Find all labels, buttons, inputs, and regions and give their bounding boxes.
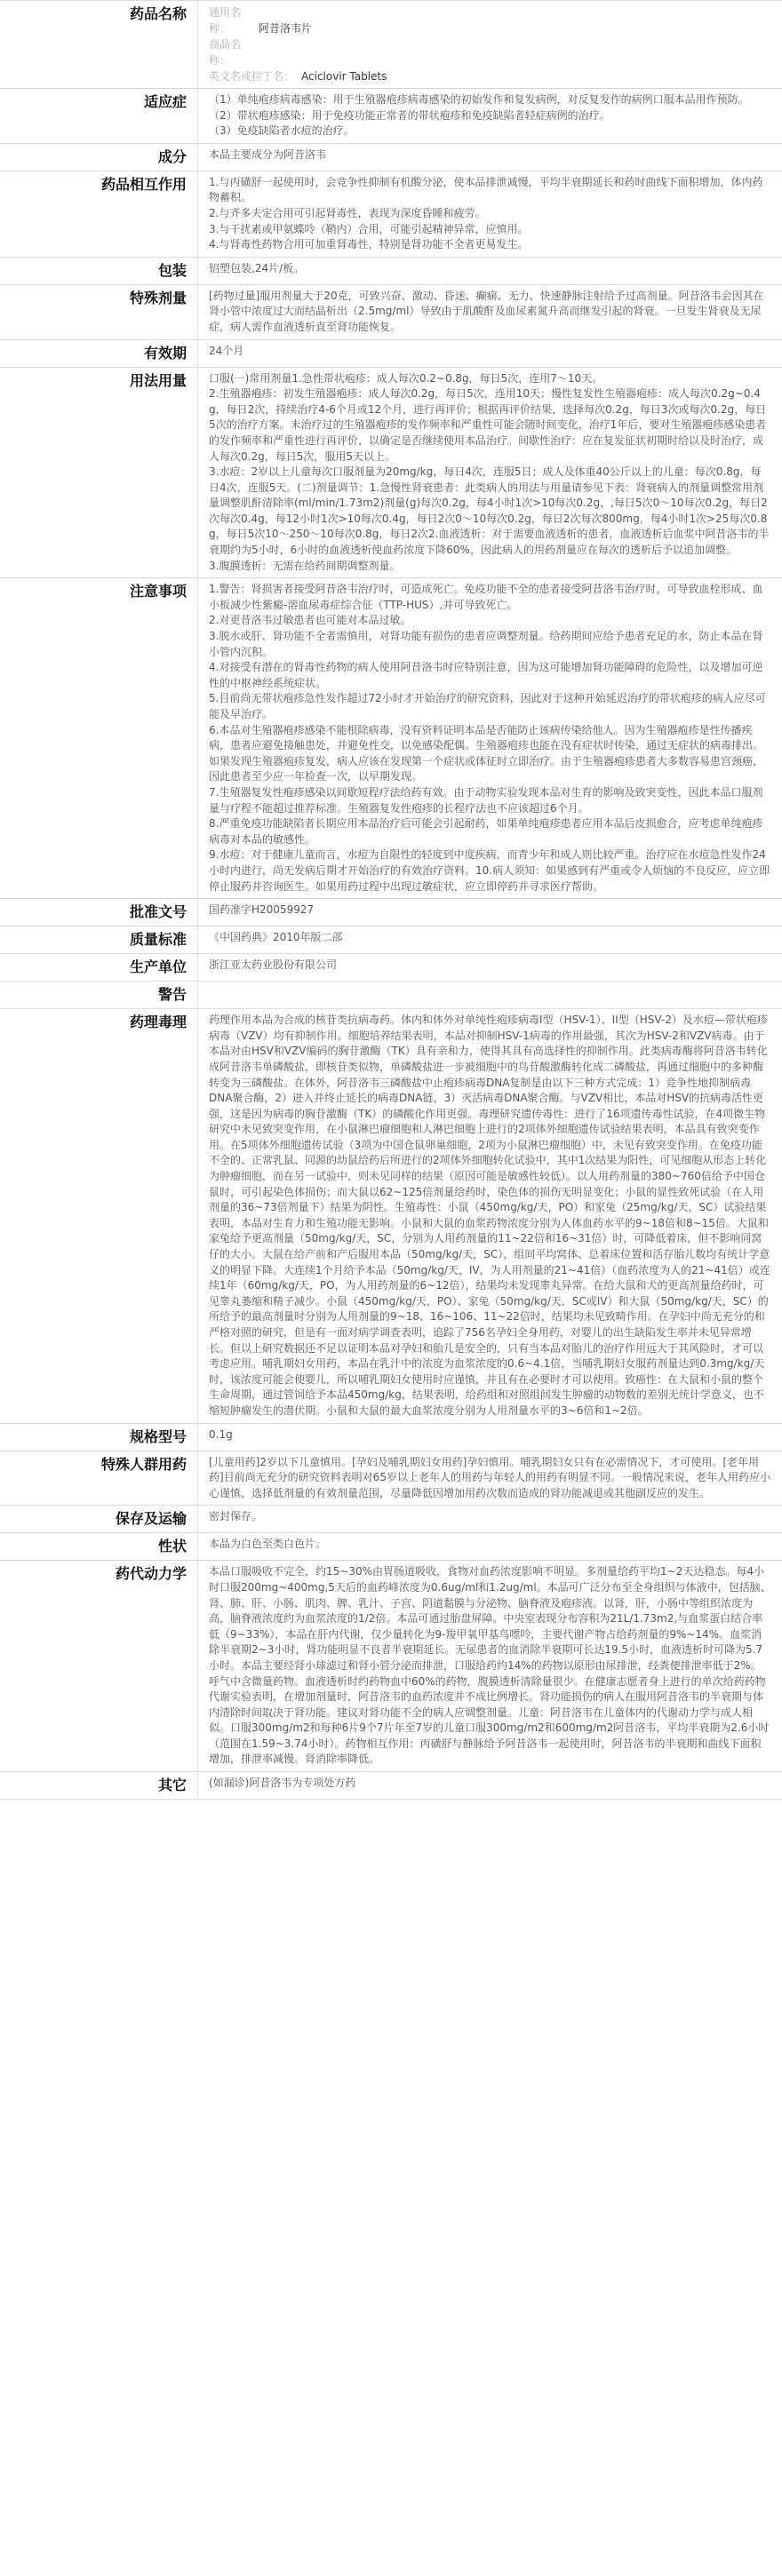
caution-line: 4.对接受有潜在的肾毒性药物的病人使用阿昔洛韦时应特别注意，因为这可能增加肾功能障碍的危险性，以及增加可逆性的中枢神经系统症状。: [209, 661, 763, 689]
interaction-line: 4.与肾毒性药物合用可加重肾毒性，特别是肾功能不全者更易发生。: [209, 238, 529, 251]
label-drug-name: 药品名称: [0, 1, 198, 89]
label-manufacturer: 生产单位: [0, 954, 198, 982]
caution-line: 5.目前尚无带状疱疹急性发作超过72小时才开始治疗的研究资料，因此对于这种开始延迟治疗的带状疱疹的病人应尽可能及早治疗。: [209, 692, 766, 720]
row-standard: [0, 926, 782, 954]
label-standard: 质量标准: [0, 926, 198, 954]
label-cautions: 注意事项: [0, 578, 198, 899]
row-package: [0, 257, 782, 284]
generic-name-value: 阿昔洛韦片: [259, 22, 313, 35]
row-storage: [0, 1506, 782, 1533]
caution-line: 8.严重免疫功能缺陷者长期应用本品治疗后可能会引起耐药，如果单纯疱疹患者应用本品后皮损愈合，应考虑单纯疱疹病毒对本品的敏感性。: [209, 817, 763, 846]
trade-name-key: 商品名称：: [209, 38, 242, 67]
composition-text: 本品主要成分为阿昔洛韦: [198, 143, 782, 171]
package-text: 铝塑包装,24片/板。: [198, 257, 782, 284]
standard-text: 《中国药典》2010年版二部: [198, 926, 782, 954]
row-special-dose: [0, 284, 782, 339]
special-groups-text: [儿童用药]2岁以下儿童慎用。[孕妇及哺乳期妇女用药]孕妇慎用。哺乳期妇女只有在必需情况下，才可使用。[老年用药]目前尚无充分的研究资料表明对65岁以上老年人的用药与年轻人的用药有明显不同。一般情况来说，老年人用药应小心谨慎，选择低剂量的有效剂量范围，尽量降低因增加用药次数而造成的肾功能减退或其他副反应的发生。: [198, 1451, 782, 1506]
label-pharmacokinetics: 药代动力学: [0, 1561, 198, 1772]
english-name-value: Aciclovir Tablets: [301, 70, 387, 83]
usage-line: 3.水痘：2岁以上儿童每次口服剂量为20mg/kg，每日4次，连服5日；成人及体重40公斤以上的儿童：每次0.8g，每日4次，连服5天。(二)剂量调节：1.急慢性肾衰患者：此类病人的用法与用量请参见下表：肾衰病人的剂量调整常用剂量调整肌酐清除率(ml/min/1.73m2)剂量(g)每次0.2g，每4小时1次>10每次0.2g，,每日5次0～10每次0.2g，每日2次每次0.4g，每12小时1次>10每次0.4g，每日2次0～10每次0.2g，每日2次每次800mg，每4小时1次>25每次0.8g，每日5次10～250～10每次0.8g，每日2次2.血液透析：对于需要血液透析的患者，血液透析后血浆中阿昔洛韦的半衰期约为5小时，6小时的血液透析使血药浓度下降60%，因此病人的用药剂量应在每次的透析后予以追加调整。: [209, 465, 770, 557]
caution-line: 1.警告：肾损害者接受阿昔洛韦治疗时，可造成死亡。免疫功能不全的患者接受阿昔洛韦治疗时，可导致血栓形成、血小板减少性紫癜-溶血尿毒症综合征（TTP-HUS）,并可导致死亡。: [209, 583, 763, 611]
character-text: 本品为白色至类白色片。: [198, 1533, 782, 1561]
label-pharmacology: 药理毒理: [0, 1009, 198, 1423]
indication-line: （2）带状疱疹感染：用于免疫功能正常者的带状疱疹和免疫缺陷者轻症病例的治疗。: [209, 108, 610, 122]
disease-text: (如漏诊)阿昔洛韦为专项处方药: [198, 1772, 782, 1800]
row-disease: [0, 1772, 782, 1800]
label-approval: 批准文号: [0, 899, 198, 926]
interaction-line: 2.与齐多夫定合用可引起肾毒性，表现为深度昏睡和疲劳。: [209, 206, 486, 219]
storage-text: 密封保存。: [198, 1506, 782, 1533]
label-usage: 用法用量: [0, 367, 198, 578]
pharmacology-text: 药理作用本品为合成的核苷类抗病毒药。体内和体外对单纯性疱疹病毒I型（HSV-1）、II型（HSV-2）及水痘—带状疱疹病毒（VZV）均有抑制作用。细胞培养结果表明，本品对抑制HSV-1病毒的作用最强，其次为HSV-2和VZV病毒。由于本品对由HSV和VZV编码的胸苷激酶（TK）具有亲和力，使得其具有高选择性的抑制作用。此类病毒酶将阿昔洛韦转化成阿昔洛韦单磷酸盐，即核苷类似物，单磷酸盐进一步被细胞中的鸟苷酸激酶转化成二磷酸盐，再通过细胞中的多种酶转变为三磷酸盐。在体外，阿昔洛韦三磷酸盐中止疱疹病毒DNA复制是由以下三种方式完成：1）竞争性地抑制病毒DNA聚合酶，2）进入并终止延长的病毒DNA链，3）灭活病毒DNA聚合酶。与VZV相比，本品对HSV的抗病毒活性更强，这是因为病毒的胸苷激酶（TK）的磷酸化作用更强。毒理研究遗传毒性：进行了16项遗传毒性试验，在4项微生物研究中未见致突变作用，在小鼠淋巴瘤细胞和人淋巴细胞上进行的2项体外细胞遗传试验结果表明，本品具有致突变作用。在5项体外细胞遗传试验（3项为中国仓鼠卵巢细胞，2项为小鼠淋巴瘤细胞）中，未见有致突变作用。在免疫功能不全的、正常乳鼠、同源的幼鼠给药后所进行的2项体外细胞转化试验中，其中1次结果为阳性，可见细胞从形态上转化为肿瘤细胞，而在另一试验中，则未见同样的结果（原因可能是敏感性较低）。以人用药剂量的380~760倍给予中国仓鼠时，可引起染色体损伤；而大鼠以62~125倍剂量给药时，染色体的损伤无明显变化；小鼠的显性致死试验（在人用剂量的36~73倍剂量下）结果为阴性。生殖毒性：小鼠（450mg/kg/天，PO）和家兔（25mg/kg/天，SC）试验结果表明，本品对生育力和生殖功能无影响。小鼠和大鼠的血浆药物浓度分别为人体血药水平的9~18倍和8~15倍。大鼠和家兔给予更高剂量（50mg/kg/天，SC，分别为人用药剂量的11~22倍和16~31倍）时，可降低着床，但不影响同窝仔的大小。大鼠在给产前和产后服用本品（50mg/kg/天，SC），组间平均窝体、总着床位置和活存胎儿数均有统计学意义的明显下降。大连续1个月给予本品（50mg/kg/天，IV，为人用剂量的21~41倍）（血药浓度为人的21~41倍）或连续1年（60mg/kg/天，PO，为人用药剂量的6~12倍），结果均未发现睾丸异常。在给大鼠和犬的更高剂量给药时，可见睾丸萎缩和精子减少。小鼠（450mg/kg/天，PO）、家兔（50mg/kg/天，SC或IV）和大鼠（50mg/kg/天，SC）的所给予的最高剂量时分别为人用剂量的9~18、16~106、11~22倍时，结果均未见致畸作用。在孕妇中尚无充分的和严格对照的研究，但是有一面对病学调查表明，追踪了756名孕妇全身用药，对婴儿的出生缺陷发生率并未见异常增长。但以上研究数据还不足以证明本品对孕妇和胎儿是安全的，只有当本品对胎儿的治疗作用远大于其风险时，才可以考虑应用。哺乳期妇女用药，本品在乳汁中的浓度为血浆浓度的0.6~4.1倍，当哺乳期妇女服药剂量达到0.3mg/kg/天时，该浓度可能会使婴儿，所以哺乳期妇女使用时应谨慎，并且有在必要时才可以使用。致癌性：在大鼠和小鼠的整个生命周期，通过管饲给予本品450mg/kg，结果表明，给药组和对照组间发生肿瘤的动物数的差别无统计学意义，也不缩短肿瘤发生的潜伏期。小鼠和大鼠的最大血浆浓度分别为人用剂量水平的3~6倍和1~2倍。: [198, 1009, 782, 1423]
caution-line: 3.脱水或肝、肾功能不全者需慎用，对肾功能有损伤的患者应调整剂量。给药期间应给予患者充足的水，防止本品在肾小管内沉积。: [209, 630, 763, 658]
pharmacokinetics-text: 本品口服吸收不完全，约15~30%由胃肠道吸收，食物对血药浓度影响不明显。多剂量给药平均1~2天达稳态。每4小时口服200mg~400mg,5天后的血药峰浓度为0.6ug/ml和1.2ug/ml。本品可广泛分布至全身组织与体液中，包括脑、肾、肺、肝、小肠、肌肉、脾、乳汁、子宫、阴道黏膜与分泌物、脑脊液及疱疹液。以肾，肝，小肠中等组织浓度为高，脑脊液浓度约为血浆浓度的1/2倍。本品可通过胎盘屏障。中央室表现分布容积为21L/1.73m2,与血浆蛋白结合率低（9~33%），本品在肝内代谢，仅少量转化为9-羧甲氧甲基鸟嘌呤，主要代谢产物占给药剂量的9%~14%。血浆消除半衰期2~3小时，肾功能明显不良者半衰期延长。无尿患者的血消除半衰期可长达19.5小时，血液透析时可降为5.7小时。本品主要经肾小球滤过和肾小管分泌而排泄，口服给药约14%的药物以原形由尿排泄，经粪便排泄率低于2%。呼气中含微量药物。血液透析时约药物血中60%的药物，腹膜透析清除量很少。在健康志愿者身上进行的单次给药药物代谢实验表明，在增加剂量时，阿昔洛韦的血药浓度并不成比例增长。肾功能损伤的病人在服用阿昔洛韦的半衰期与体内清除时间取决于肾功能。建议对肾功能不全的病人应调整剂量。儿童：阿昔洛韦在儿童体内的代谢动力学与成人相似。口服300mg/m2和每种6片9个7片年至7岁的儿童口服300mg/m2和600mg/m2阿昔洛韦，平均半衰期为2.6小时（范围在1.59~3.74小时）。药物相互作用：丙磺舒与静脉给予阿昔洛韦一起使用时，阿昔洛韦的半衰期和曲线下面积增加，排泄率减慢。肾消除率降低。: [198, 1561, 782, 1772]
caution-line: 9.水痘：对于健康儿童而言，水痘为自限性的轻度到中度疾病，而青少年和成人则比较严重。治疗应在水痘急性发作24小时内进行，尚无发病后期才开始治疗的有效治疗资料。10.病人须知：如果感到有严重或令人烦恼的不良反应，应立即停止服药并咨询医生。如果用药过程中出现过敏症状，应立即停药并寻求医疗帮助。: [209, 848, 770, 893]
label-spec: 规格型号: [0, 1423, 198, 1451]
interaction-line: 1.与丙磺舒一起使用时，会竞争性抑制有机酸分泌，使本品排泄减慢，平均半衰期延长和药时曲线下面积增加，体内药物蓄积。: [209, 175, 763, 204]
row-interactions: [0, 171, 782, 257]
row-cautions: [0, 578, 782, 899]
special-dose-text: [药物过量]服用剂量大于20克，可致兴奋、激动、昏迷、癫痫、无力、快速静脉注射给予过高剂量。阿昔洛韦会因其在肾小管中浓度过大而结晶析出（2.5mg/ml）导致由于肌酸酐及血尿素氮升高而继发引起的肾衰。一旦发生肾衰及无尿症，病人需作血液透析直至肾功能恢复。: [198, 284, 782, 339]
indication-line: （1）单纯疱疹病毒感染：用于生殖器疱疹病毒感染的初始发作和复发病例，对反复发作的病例口服本品用作预防。: [209, 93, 749, 106]
spec-text: 0.1g: [198, 1423, 782, 1451]
label-storage: 保存及运输: [0, 1506, 198, 1533]
english-name-key: 英文名或拉丁名：: [209, 70, 295, 83]
row-pharmacology: [0, 1009, 782, 1423]
row-spec: [0, 1423, 782, 1451]
indication-line: （3）免疫缺陷者水痘的治疗。: [209, 124, 355, 138]
label-interactions: 药品相互作用: [0, 171, 198, 257]
row-character: [0, 1533, 782, 1561]
row-composition: [0, 143, 782, 171]
row-special-groups: [0, 1451, 782, 1506]
row-validity: [0, 339, 782, 367]
interaction-line: 3.与干扰素或甲氨蝶呤（鞘内）合用，可能引起精神异常，应慎用。: [209, 222, 529, 235]
warning-text: [198, 982, 782, 1009]
generic-name-key: 通用名称：: [209, 6, 242, 35]
label-special-groups: 特殊人群用药: [0, 1451, 198, 1506]
validity-text: 24个月: [198, 339, 782, 367]
label-composition: 成分: [0, 143, 198, 171]
row-manufacturer: [0, 954, 782, 982]
row-usage: [0, 367, 782, 578]
row-drug-name: [0, 1, 782, 89]
usage-line: 3.腹膜透析：无需在给药间期调整剂量。: [209, 559, 401, 572]
label-special-dose: 特殊剂量: [0, 284, 198, 339]
label-character: 性状: [0, 1533, 198, 1561]
label-warning: 警告: [0, 982, 198, 1009]
approval-text: 国药准字H20059927: [198, 899, 782, 926]
usage-line: 口服(一)常用剂量1.急性带状疱疹：成人每次0.2~0.8g，每日5次，连用7～10天。: [209, 371, 603, 385]
label-indications: 适应症: [0, 89, 198, 144]
caution-line: 6.本品对生殖器疱疹感染不能根除病毒，没有资料证明本品是否能防止该病传染给他人。因为生殖器疱疹是性传播疾病，患者应避免接触患处，并避免性交，以免感染配偶。生殖器疱疹也能在没有症状时传染，通过无症状的病毒排出。如果发现生殖器疱疹复发，病人应该在发现第一个症状或体征时立即治疗。由于生殖器疱疹患者大多数容易患宫颈癌，因此患者至少应一年检查一次，以早期发现。: [209, 723, 764, 783]
row-indications: [0, 89, 782, 144]
row-approval: [0, 899, 782, 926]
caution-line: 7.生殖器复发性疱疹感染以间歇短程疗法给药有效。由于动物实验发现本品对生育的影响及致突变性，因此本品口服剂量与疗程不能超过推荐标准。生殖器复发性疱疹的长程疗法也不应该超过6个月。: [209, 785, 763, 815]
manufacturer-text: 浙江亚太药业股份有限公司: [198, 954, 782, 982]
label-validity: 有效期: [0, 339, 198, 367]
row-pharmacokinetics: [0, 1561, 782, 1772]
label-disease: 其它: [0, 1772, 198, 1800]
caution-line: 2.对更昔洛韦过敏患者也可能对本品过敏。: [209, 614, 411, 627]
row-warning: [0, 982, 782, 1009]
label-package: 包装: [0, 257, 198, 284]
usage-line: 2.生殖器疱疹：初发生殖器疱疹：成人每次0.2g，每日5次，连用10天；慢性复发性生殖器疱疹：成人每次0.2g~0.4g，每日2次，持续治疗4-6个月或12个月，进行再评价；根据再评价结果，选择每次0.2g，每日3次或每次0.2g，每日5次的治疗方案。未治疗过的生殖器疱疹的发作频率和严重性可能会随时间变化，治疗1年后，要对生殖器疱疹感染患者的发作频率和严重性进行再评价，以确定是否继续使用本品治疗。间歇性治疗：应在复发征状初期时给以及时治疗，成人每次0.2g，每日5次，服用5天以上。: [209, 387, 767, 463]
